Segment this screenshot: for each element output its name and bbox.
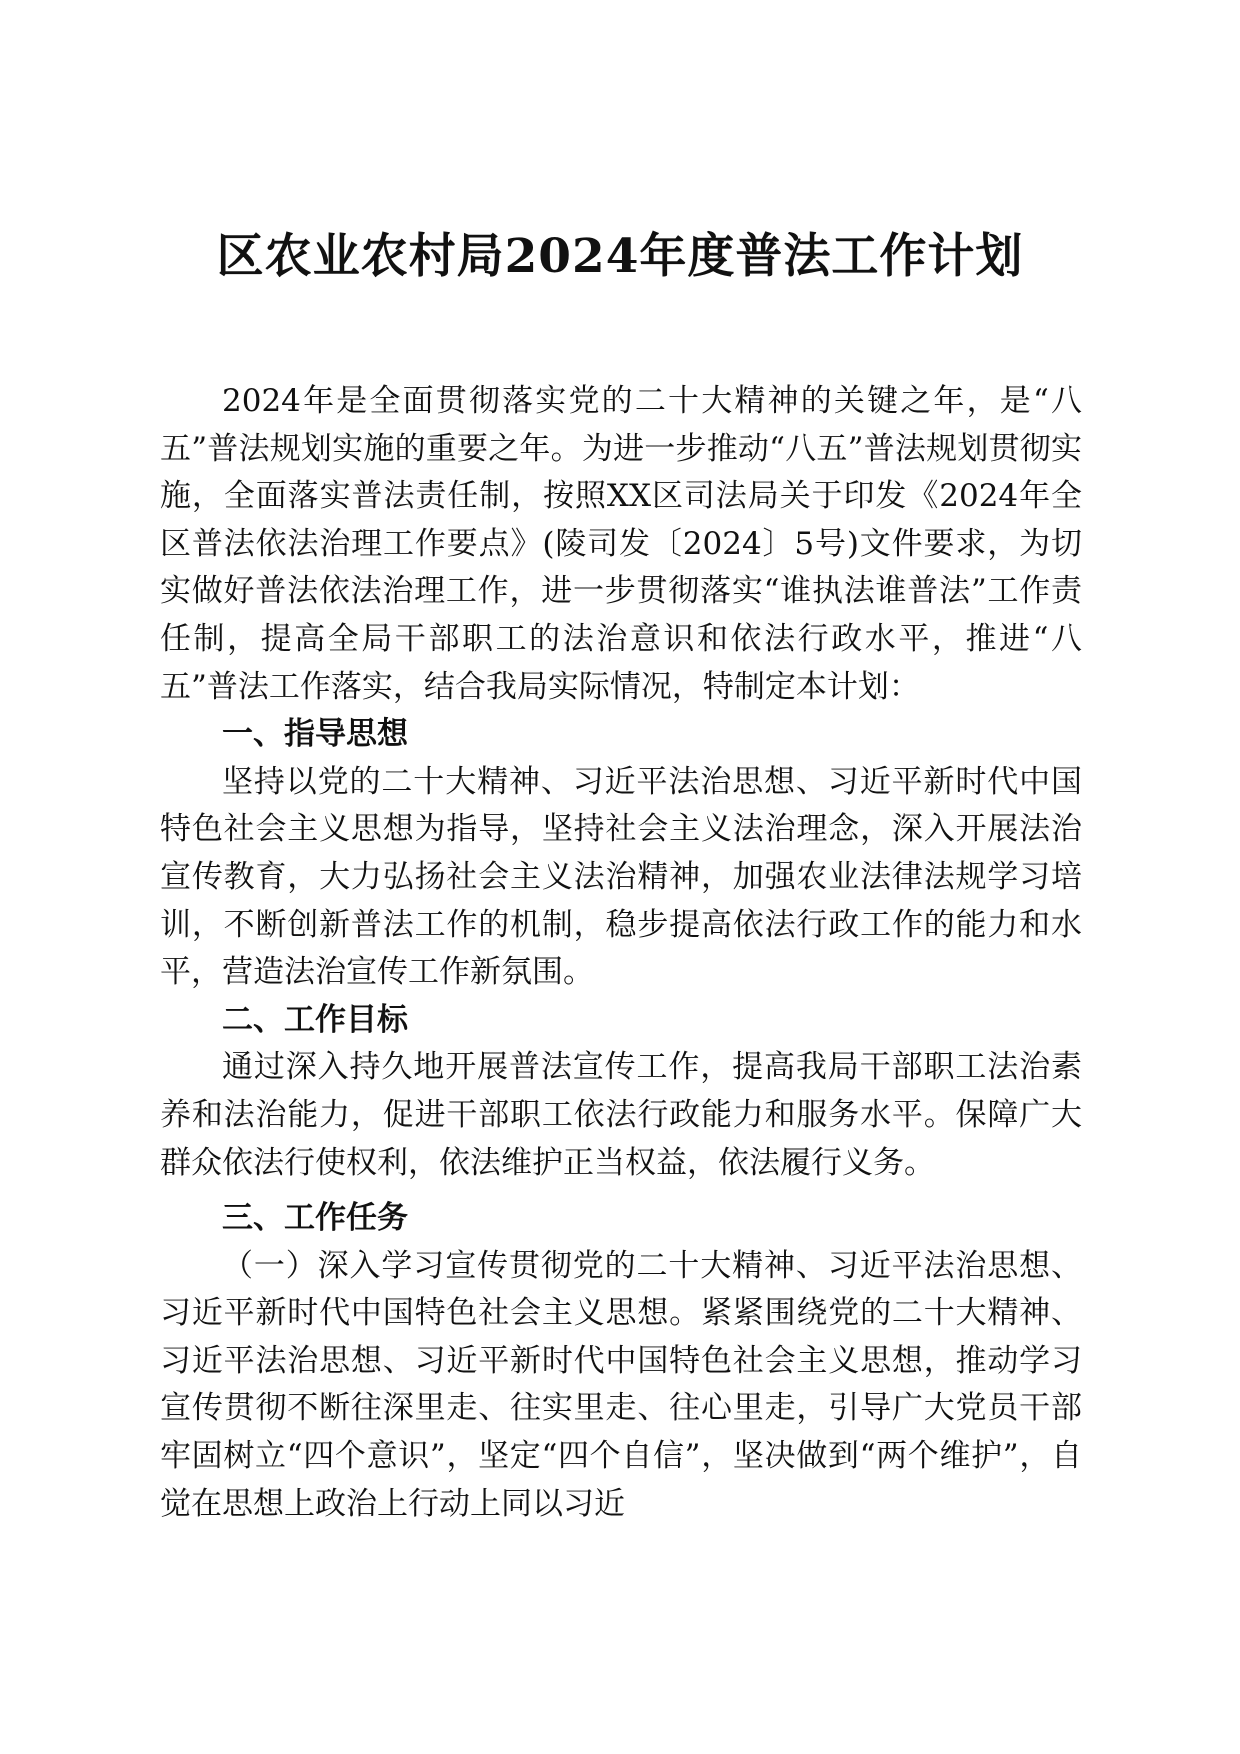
section-paragraph-guiding-ideology: 坚持以党的二十大精神、习近平法治思想、习近平新时代中国特色社会主义思想为指导，坚持社会主义法治理念，深入开展法治宣传教育，大力弘扬社会主义法治精神，加强农业法律法规学习培训，不断创新普法工作的机制，稳步提高依法行政工作的能力和水平，营造法治宣传工作新氛围。 (160, 763, 1082, 991)
section-heading-work-goals: 二、工作目标 (222, 1001, 408, 1038)
intro-paragraph: 2024年是全面贯彻落实党的二十大精神的关键之年，是“八五”普法规划实施的重要之年。为进一步推动“八五”普法规划贯彻实施，全面落实普法责任制，按照XX区司法局关于印发《2024年全区普法依法治理工作要点》(陵司发〔2024〕5号)文件要求，为切实做好普法依法治理工作，进一步贯彻落实“谁执法谁普法”工作责任制，提高全局干部职工的法治意识和依法行政水平，推进“八五”普法工作落实，结合我局实际情况，特制定本计划： (160, 383, 1082, 705)
section-paragraph-work-tasks: （一）深入学习宣传贯彻党的二十大精神、习近平法治思想、习近平新时代中国特色社会主义思想。紧紧围绕党的二十大精神、习近平法治思想、习近平新时代中国特色社会主义思想，推动学习宣传贯彻不断往深里走、往实里走、往心里走，引导广大党员干部牢固树立“四个意识”，坚定“四个自信”，坚决做到“两个维护”，自觉在思想上政治上行动上同以习近 (160, 1247, 1082, 1522)
document-body (160, 378, 1082, 1528)
section-heading-guiding-ideology: 一、指导思想 (222, 716, 408, 753)
section-paragraph-work-goals: 通过深入持久地开展普法宣传工作，提高我局干部职工法治素养和法治能力，促进干部职工依法行政能力和服务水平。保障广大群众依法行使权利，依法维护正当权益，依法履行义务。 (160, 1049, 1082, 1181)
section-heading-work-tasks: 三、工作任务 (222, 1200, 408, 1237)
document-title: 区农业农村局2024年度普法工作计划 (216, 229, 1024, 284)
